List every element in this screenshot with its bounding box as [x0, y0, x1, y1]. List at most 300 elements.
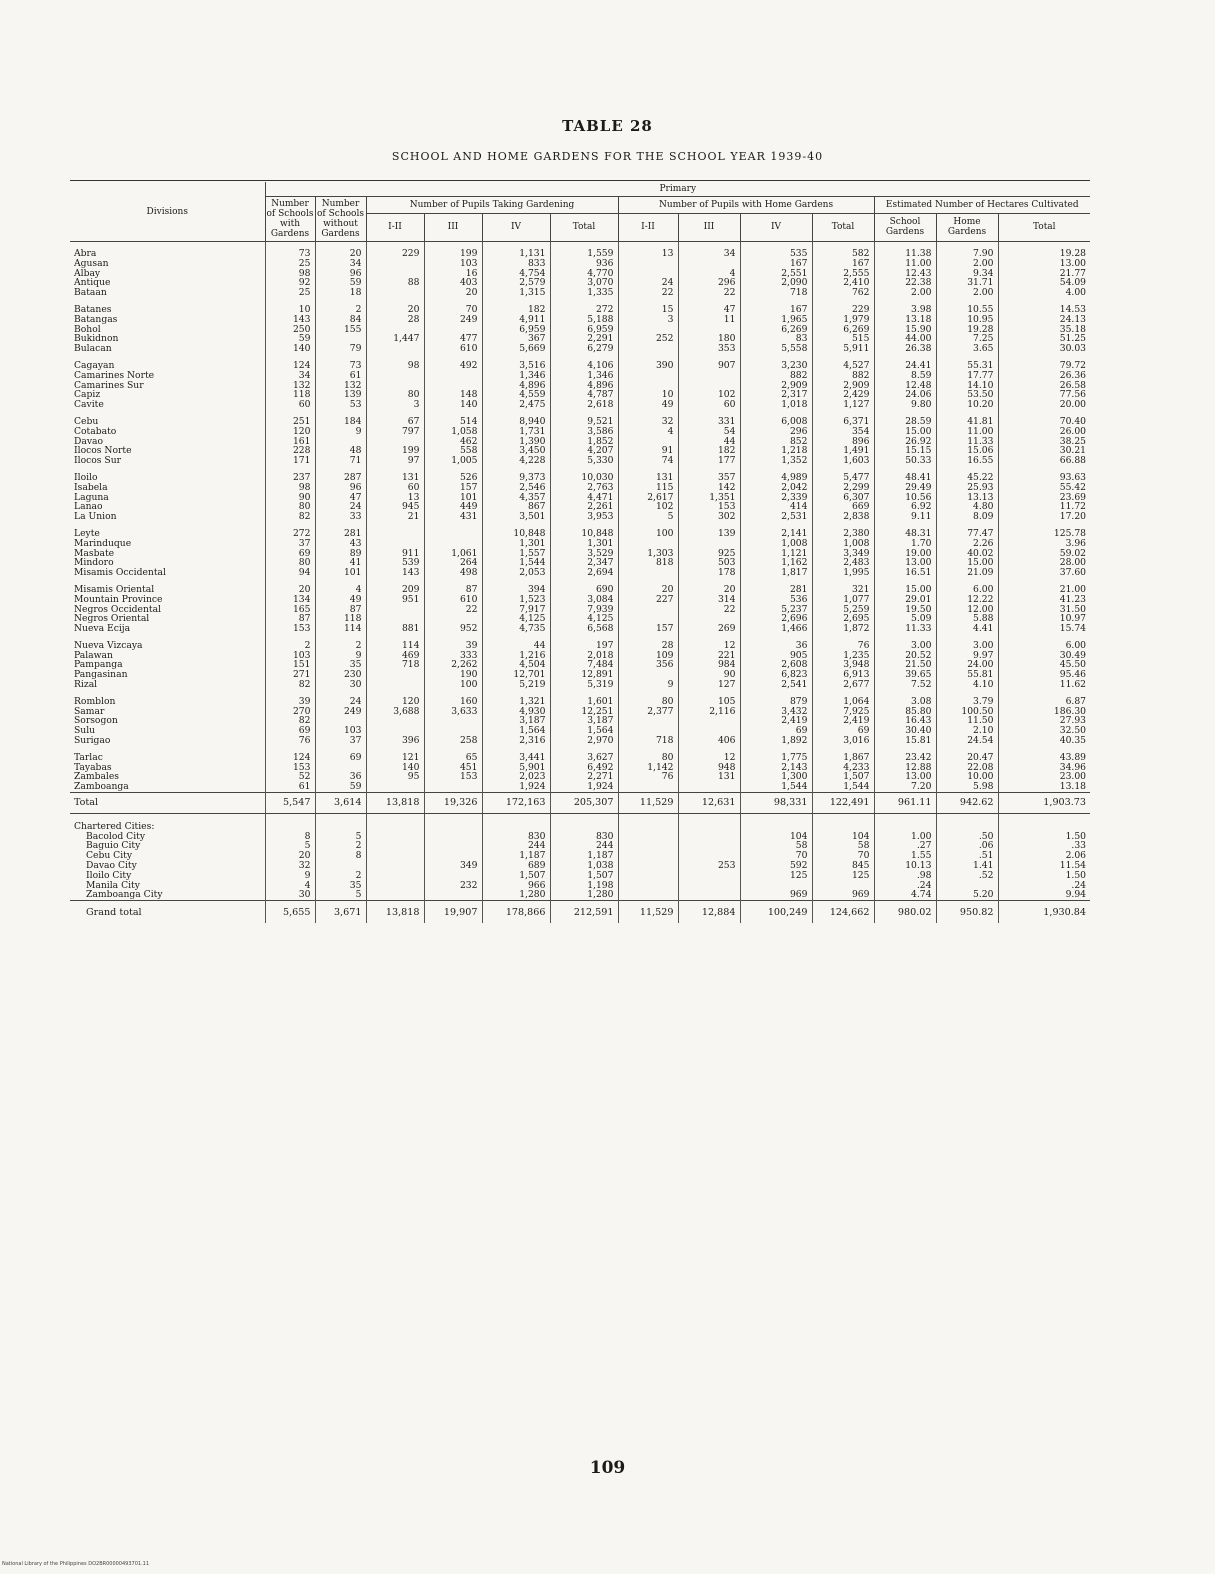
table-row — [70, 259, 1090, 269]
table-cell: 3.79 — [936, 690, 998, 707]
table-cell: 1,058 — [424, 427, 482, 437]
table-cell: 55.31 — [936, 354, 998, 371]
table-cell: 25 — [265, 288, 315, 298]
table-cell: 9 — [315, 651, 366, 661]
table-cell: 5 — [315, 832, 366, 842]
table-cell: 1,008 — [740, 539, 812, 549]
table-row — [70, 660, 1090, 670]
table-cell: 3,586 — [550, 427, 618, 437]
table-cell — [678, 890, 740, 900]
table-cell: 5,477 — [812, 466, 874, 483]
division-name: Mindoro — [74, 557, 114, 569]
table-cell: 12,701 — [482, 670, 550, 680]
table-cell: 833 — [482, 259, 550, 269]
table-cell: 143 — [265, 315, 315, 325]
table-cell: .52 — [936, 871, 998, 881]
table-cell: .24 — [998, 881, 1090, 891]
table-cell: 24.00 — [936, 660, 998, 670]
table-cell: 5,259 — [812, 605, 874, 615]
header-h-iv: IV — [740, 213, 812, 241]
table-cell: 4,911 — [482, 315, 550, 325]
table-cell: 94 — [265, 568, 315, 578]
footer-credit: National Library of the Philippines DO2BR00000493701.11 — [2, 1561, 150, 1567]
table-cell: 100.50 — [936, 707, 998, 717]
table-cell: 20.52 — [874, 651, 936, 661]
table-cell: 19.28 — [936, 325, 998, 335]
table-cell: 2.10 — [936, 726, 998, 736]
table-cell: 229 — [812, 298, 874, 315]
division-name: Antique — [74, 277, 111, 289]
table-cell: 331 — [678, 410, 740, 427]
table-cell: 180 — [678, 334, 740, 344]
table-cell: 24.06 — [874, 390, 936, 400]
table-cell: 535 — [740, 242, 812, 259]
table-cell: 951 — [366, 595, 424, 605]
table-cell: 14.10 — [936, 381, 998, 391]
table-cell: 95 — [366, 772, 424, 782]
table-cell: 302 — [678, 512, 740, 522]
table-cell: 22 — [678, 605, 740, 615]
table-cell: 165 — [265, 605, 315, 615]
table-cell: 1.50 — [998, 832, 1090, 842]
table-cell: 199 — [424, 242, 482, 259]
table-cell: 961.11 — [874, 793, 936, 814]
table-cell — [424, 371, 482, 381]
table-cell: 4,930 — [482, 707, 550, 717]
table-title: TABLE 28 — [562, 117, 653, 135]
table-cell: 6.87 — [998, 690, 1090, 707]
table-cell: 186.30 — [998, 707, 1090, 717]
table-cell: 26.00 — [998, 427, 1090, 437]
table-cell: 6,307 — [812, 493, 874, 503]
division-name: Negros Oriental — [74, 613, 150, 625]
division-name: Capiz — [74, 389, 101, 401]
table-cell: 879 — [740, 690, 812, 707]
table-cell: 103 — [265, 651, 315, 661]
table-cell: 353 — [678, 344, 740, 354]
table-cell: 2,299 — [812, 483, 874, 493]
table-cell: 20 — [265, 851, 315, 861]
table-cell: 53 — [315, 400, 366, 410]
table-cell: 403 — [424, 278, 482, 288]
table-cell: 882 — [812, 371, 874, 381]
table-cell: 4,233 — [812, 763, 874, 773]
table-cell: 10,848 — [550, 522, 618, 539]
table-cell: 1,507 — [812, 772, 874, 782]
table-cell: 16.55 — [936, 456, 998, 466]
table-cell: 10.13 — [874, 861, 936, 871]
table-cell: 4.00 — [998, 288, 1090, 298]
table-cell: 1,301 — [550, 539, 618, 549]
table-row — [70, 634, 1090, 651]
table-cell: 10 — [618, 390, 678, 400]
table-cell: 139 — [678, 522, 740, 539]
table-cell: 4 — [618, 427, 678, 437]
table-cell: 85.80 — [874, 707, 936, 717]
table-cell — [618, 890, 678, 900]
table-cell: 8 — [265, 832, 315, 842]
table-cell: 45.50 — [998, 660, 1090, 670]
division-name: Negros Occidental — [74, 603, 162, 615]
table-cell: 29.01 — [874, 595, 936, 605]
table-cell: 281 — [740, 578, 812, 595]
table-cell: 2,339 — [740, 493, 812, 503]
table-cell: 2,419 — [740, 716, 812, 726]
table-cell: 2,042 — [740, 483, 812, 493]
table-cell: 2,531 — [740, 512, 812, 522]
table-cell: 3,441 — [482, 746, 550, 763]
table-cell: 6,371 — [812, 410, 874, 427]
table-cell: 252 — [618, 334, 678, 344]
table-cell: 882 — [740, 371, 812, 381]
table-cell: 272 — [550, 298, 618, 315]
table-cell: 79 — [315, 344, 366, 354]
table-cell: 498 — [424, 568, 482, 578]
table-cell — [366, 782, 424, 792]
table-cell — [366, 371, 424, 381]
table-cell — [618, 851, 678, 861]
table-cell: 1,601 — [550, 690, 618, 707]
table-cell: 182 — [482, 298, 550, 315]
table-cell: 4,106 — [550, 354, 618, 371]
table-cell — [678, 782, 740, 792]
table-cell — [618, 881, 678, 891]
table-cell — [618, 371, 678, 381]
table-cell: 969 — [740, 890, 812, 900]
table-cell: 12,251 — [550, 707, 618, 717]
table-cell: 354 — [812, 427, 874, 437]
table-row — [70, 325, 1090, 335]
table-cell: 230 — [315, 670, 366, 680]
table-cell — [366, 522, 424, 539]
table-row — [70, 813, 1090, 831]
table-cell: 20 — [424, 288, 482, 298]
table-cell: 5.09 — [874, 614, 936, 624]
table-cell: 281 — [315, 522, 366, 539]
table-cell: 250 — [265, 325, 315, 335]
table-row — [70, 763, 1090, 773]
table-cell: 1.70 — [874, 539, 936, 549]
table-row — [70, 410, 1090, 427]
table-cell — [482, 813, 550, 831]
table-cell: 153 — [678, 502, 740, 512]
table-cell: 15 — [618, 298, 678, 315]
table-cell: 178 — [678, 568, 740, 578]
table-cell: 1,817 — [740, 568, 812, 578]
table-cell: 172,163 — [482, 793, 550, 814]
table-cell: 3,688 — [366, 707, 424, 717]
table-cell: 232 — [424, 881, 482, 891]
table-cell: 818 — [618, 558, 678, 568]
table-cell: 1,162 — [740, 558, 812, 568]
table-cell: 19,326 — [424, 793, 482, 814]
table-cell: 177 — [678, 456, 740, 466]
table-row — [70, 651, 1090, 661]
table-cell: 103 — [315, 726, 366, 736]
table-row — [70, 427, 1090, 437]
table-cell: 2,838 — [812, 512, 874, 522]
table-cell: 2,696 — [740, 614, 812, 624]
header-school-gardens: School Gardens — [874, 213, 936, 241]
table-cell: 132 — [315, 381, 366, 391]
table-cell: 1,965 — [740, 315, 812, 325]
header-pupils-home: Number of Pupils with Home Gardens — [618, 197, 874, 214]
table-cell: 76 — [265, 736, 315, 746]
division-name: Isabela — [74, 481, 108, 493]
table-cell: 11,529 — [618, 901, 678, 923]
table-cell: 47 — [678, 298, 740, 315]
table-cell: 25 — [265, 259, 315, 269]
table-cell — [366, 871, 424, 881]
table-cell: 101 — [315, 568, 366, 578]
division-name: Rizal — [74, 679, 98, 691]
table-cell: 3,627 — [550, 746, 618, 763]
table-cell: 4,896 — [550, 381, 618, 391]
table-cell: 503 — [678, 558, 740, 568]
table-cell: 26.92 — [874, 437, 936, 447]
table-cell — [618, 605, 678, 615]
table-cell: 60 — [678, 400, 740, 410]
table-cell: 229 — [366, 242, 424, 259]
header-primary: Primary — [265, 182, 1090, 197]
table-cell: 4.41 — [936, 624, 998, 634]
table-cell: 1,930.84 — [998, 901, 1090, 923]
table-cell: 143 — [366, 568, 424, 578]
table-cell: 4,125 — [550, 614, 618, 624]
table-cell: 49 — [315, 595, 366, 605]
table-row — [70, 242, 1090, 259]
table-subtitle: SCHOOL AND HOME GARDENS FOR THE SCHOOL YEAR 1939-40 — [391, 150, 824, 163]
table-cell: 73 — [315, 354, 366, 371]
table-cell: 5,911 — [812, 344, 874, 354]
table-cell: 199 — [366, 446, 424, 456]
table-row — [70, 354, 1090, 371]
table-cell — [618, 841, 678, 851]
table-cell: 60 — [366, 483, 424, 493]
table-cell: 24 — [315, 502, 366, 512]
division-name: Bataan — [74, 287, 107, 299]
table-cell: 896 — [812, 437, 874, 447]
table-cell: 151 — [265, 660, 315, 670]
table-row — [70, 716, 1090, 726]
table-cell: 718 — [740, 288, 812, 298]
table-cell: 20 — [678, 578, 740, 595]
table-cell: 15.90 — [874, 325, 936, 335]
header-hectares: Estimated Number of Hectares Cultivated — [874, 197, 1090, 214]
table-cell: 59 — [315, 278, 366, 288]
top-rule — [70, 180, 1090, 181]
division-name: Misamis Oriental — [74, 583, 155, 595]
division-name: Bukidnon — [74, 333, 119, 345]
table-cell: 907 — [678, 354, 740, 371]
table-cell — [618, 861, 678, 871]
table-cell: 80 — [618, 690, 678, 707]
table-cell: 51.25 — [998, 334, 1090, 344]
table-cell: 79.72 — [998, 354, 1090, 371]
table-cell: 31.50 — [998, 605, 1090, 615]
table-row — [70, 726, 1090, 736]
table-row — [70, 437, 1090, 447]
table-cell: 13.00 — [998, 259, 1090, 269]
header-h-total: Total — [812, 213, 874, 241]
table-cell: 2,317 — [740, 390, 812, 400]
table-cell: 4,754 — [482, 269, 550, 279]
division-name: Lanao — [74, 501, 103, 513]
table-cell: 49 — [618, 400, 678, 410]
table-cell: 59.02 — [998, 549, 1090, 559]
table-cell: 2,053 — [482, 568, 550, 578]
table-cell — [618, 568, 678, 578]
table-row — [70, 746, 1090, 763]
table-cell: 30.40 — [874, 726, 936, 736]
table-cell: 8,940 — [482, 410, 550, 427]
table-cell: 26.58 — [998, 381, 1090, 391]
table-cell: 2,475 — [482, 400, 550, 410]
table-cell: 100 — [618, 522, 678, 539]
table-cell: 70 — [424, 298, 482, 315]
table-cell: 253 — [678, 861, 740, 871]
table-cell: 92 — [265, 278, 315, 288]
table-cell: 22.38 — [874, 278, 936, 288]
table-cell: 244 — [482, 841, 550, 851]
table-cell: 367 — [482, 334, 550, 344]
table-cell: 125 — [740, 871, 812, 881]
table-cell: 984 — [678, 660, 740, 670]
table-cell: 3,671 — [315, 901, 366, 923]
table-cell: 8 — [315, 851, 366, 861]
table-cell: 10.55 — [936, 298, 998, 315]
division-name: Nueva Ecija — [74, 623, 131, 635]
table-cell: 1,507 — [482, 871, 550, 881]
table-cell: 969 — [812, 890, 874, 900]
table-row — [70, 371, 1090, 381]
table-cell: 35 — [315, 660, 366, 670]
division-name: Albay — [74, 267, 101, 279]
table-cell: 10.95 — [936, 315, 998, 325]
table-cell: 12.22 — [936, 595, 998, 605]
table-cell: 3.00 — [936, 634, 998, 651]
table-row — [70, 568, 1090, 578]
table-cell: 1.41 — [936, 861, 998, 871]
table-cell: 127 — [678, 680, 740, 690]
table-cell: 718 — [366, 660, 424, 670]
table-cell — [366, 670, 424, 680]
table-cell: 7,925 — [812, 707, 874, 717]
table-cell: 6,269 — [812, 325, 874, 335]
table-cell: 449 — [424, 502, 482, 512]
table-cell: 905 — [740, 651, 812, 661]
table-cell — [678, 832, 740, 842]
table-cell: 8.09 — [936, 512, 998, 522]
table-cell: 237 — [265, 466, 315, 483]
table-cell: 690 — [550, 578, 618, 595]
table-cell: 526 — [424, 466, 482, 483]
table-cell: 167 — [740, 259, 812, 269]
table-cell: 8.59 — [874, 371, 936, 381]
table-cell: 38.25 — [998, 437, 1090, 447]
division-name: Laguna — [74, 491, 109, 503]
table-cell: 4.10 — [936, 680, 998, 690]
table-cell: 9.94 — [998, 890, 1090, 900]
table-cell: 10 — [265, 298, 315, 315]
table-cell: 34 — [265, 371, 315, 381]
table-row — [70, 269, 1090, 279]
table-cell: 1,187 — [550, 851, 618, 861]
table-cell: 582 — [812, 242, 874, 259]
table-cell: 249 — [315, 707, 366, 717]
table-cell: 24 — [618, 278, 678, 288]
table-cell — [424, 716, 482, 726]
table-cell: 23.00 — [998, 772, 1090, 782]
table-cell — [812, 813, 874, 831]
table-cell: 28 — [618, 634, 678, 651]
header-schools-without: Number of Schools without Gardens — [315, 197, 366, 242]
table-cell: 11 — [678, 315, 740, 325]
table-cell: 84 — [315, 315, 366, 325]
table-cell: 124 — [265, 354, 315, 371]
table-cell: 24.41 — [874, 354, 936, 371]
table-cell: 184 — [315, 410, 366, 427]
table-cell: 3.00 — [874, 634, 936, 651]
table-cell: 5.20 — [936, 890, 998, 900]
table-cell: 2,677 — [812, 680, 874, 690]
table-cell: 4,787 — [550, 390, 618, 400]
table-cell: 2,023 — [482, 772, 550, 782]
table-cell: 24.54 — [936, 736, 998, 746]
table-cell: 2,695 — [812, 614, 874, 624]
table-cell: 65 — [424, 746, 482, 763]
table-cell: 2,090 — [740, 278, 812, 288]
table-cell: 39 — [424, 634, 482, 651]
table-row — [70, 871, 1090, 881]
table-cell: 103 — [424, 259, 482, 269]
table-cell: 1,557 — [482, 549, 550, 559]
table-cell: 1,892 — [740, 736, 812, 746]
table-cell: 9.11 — [874, 512, 936, 522]
table-cell: 1,018 — [740, 400, 812, 410]
table-cell: 55.42 — [998, 483, 1090, 493]
table-cell: 249 — [424, 315, 482, 325]
table-cell: 29.49 — [874, 483, 936, 493]
table-row — [70, 832, 1090, 842]
table-cell: 4,228 — [482, 456, 550, 466]
table-cell: 121 — [366, 746, 424, 763]
table-cell: 82 — [265, 512, 315, 522]
table-row — [70, 901, 1090, 923]
table-row — [70, 344, 1090, 354]
table-cell: 15.15 — [874, 446, 936, 456]
table-row — [70, 558, 1090, 568]
table-cell: 4,504 — [482, 660, 550, 670]
table-cell: 19.28 — [998, 242, 1090, 259]
table-cell: 4,770 — [550, 269, 618, 279]
division-name: Batanes — [74, 303, 112, 315]
table-cell — [618, 782, 678, 792]
table-cell: 1,077 — [812, 595, 874, 605]
table-cell: 34.96 — [998, 763, 1090, 773]
table-cell — [618, 259, 678, 269]
table-cell: 5,319 — [550, 680, 618, 690]
table-cell: 356 — [618, 660, 678, 670]
table-cell: 76 — [618, 772, 678, 782]
division-name: Ilocos Norte — [74, 445, 132, 457]
table-cell: 3 — [366, 400, 424, 410]
table-cell: .27 — [874, 841, 936, 851]
table-cell: 3,432 — [740, 707, 812, 717]
table-cell: 58 — [740, 841, 812, 851]
table-cell: 66.88 — [998, 456, 1090, 466]
table-cell: 114 — [366, 634, 424, 651]
